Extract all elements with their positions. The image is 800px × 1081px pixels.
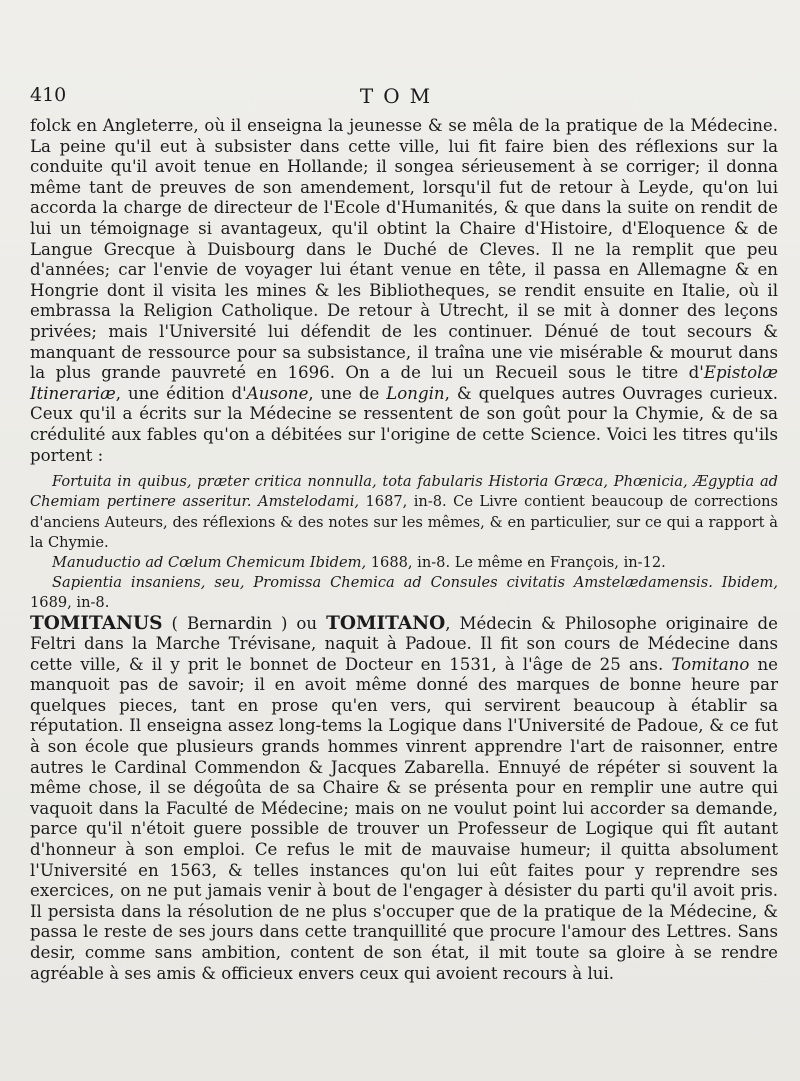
page-body — [30, 116, 778, 984]
para-text: , une de — [308, 383, 387, 403]
entry-alt-name: TOMITANO — [326, 612, 446, 634]
bibliography-item — [30, 573, 778, 613]
para-text: , une édition d' — [115, 383, 247, 403]
citation-title: Fortuita in quibus, præter critica nonnulla, tota fabularis Historia Græca, Phœnicia, Ægyptia ad Chemiam pertinere asseritur. Amstelodami, — [30, 473, 778, 511]
running-head: TOM — [359, 84, 441, 108]
bibliography-item — [30, 472, 778, 553]
para-text: , & quelques autres Ouvrages curieux. Ceux qu'il a écrits sur la Médecine se ressentent de son goût pour la Chymie, & de sa crédulité aux fables qu'on a débitées sur l'origine de cette Science. Voici les titres qu'ils portent : — [30, 383, 778, 465]
entry-headword: TOMITANUS — [30, 612, 163, 634]
dictionary-entry — [30, 614, 778, 985]
title-ausone: Ausone — [246, 383, 309, 403]
title-longin: Longin — [386, 383, 445, 403]
page-number: 410 — [30, 84, 67, 106]
page-header — [30, 84, 770, 110]
entry-italic-name: Tomitano — [671, 654, 750, 674]
citation-title: Manuductio ad Cœlum Chemicum Ibidem, — [52, 553, 367, 571]
entry-text: , Médecin & Philosophe originaire de Feltri dans la Marche Trévisane, naquit à Padoue. Il fit son cours de Médecine dans cette ville, & il y prit le bonnet de Docteur en 1531, à l'âge de 25 ans. — [30, 613, 778, 674]
entry-given-name: ( Bernardin ) ou — [162, 613, 327, 633]
citation-detail: 1687, in-8. Ce Livre contient beaucoup de corrections d'anciens Auteurs, des réflexions & des notes sur les mêmes, & en particulier, sur ce qui a rapport à la Chymie. — [30, 493, 779, 551]
entry-text: ne manquoit pas de savoir; il en avoit même donné des marques de bonne heure par quelques pieces, tant en prose qu'en vers, qui servirent beaucoup à établir sa réputation. Il enseigna assez long-tems la Logique dans l'Université de Padoue, & ce fut à son école que plusieurs grands hommes vinrent apprendre l'art de raisonner, entre autres le Cardinal Commendon & Jacques Zabarella. Ennuyé de répéter si souvent la même chose, il se dégoûta de sa Chaire & se présenta pour en remplir une autre qui vaquoit dans la Faculté de Médecine; mais on ne voulut point lui accorder sa demande, parce qu'il n'étoit guere possible de trouver un Professeur de Logique qui fît autant d'honneur à son emploi. Ce refus le mit de mauvaise humeur; il quitta absolument l'Université en 1563, & telles instances qu'on lui eût faites pour y reprendre ses exercices, on ne put jamais venir à bout de l'engager à désister du parti qu'il avoit pris. Il persista dans la résolution de ne plus s'occuper que de la pratique de la Médecine, & passa le reste de ses jours dans cette tranquillité que procure l'amour des Lettres. Sans desir, comme sans ambition, content de son état, il mit toute sa gloire à se rendre agréable à ses amis & officieux envers ceux qui avoient recours à lui. — [30, 654, 778, 983]
continuation-paragraph — [30, 116, 778, 466]
bibliography-list — [30, 472, 778, 613]
citation-detail: 1688, in-8. Le même en François, in-12. — [366, 553, 666, 571]
title-epistolae: Epistolæ Itinerariæ — [30, 363, 778, 403]
citation-title: Sapientia insaniens, seu, Promissa Chemica ad Consules civitatis Amstelædamensis. Ibidem, — [52, 574, 778, 592]
para-text: folck en Angleterre, où il enseigna la jeunesse & se mêla de la pratique de la Médecine. La peine qu'il eut à subsister dans cette ville, lui fit faire bien des réflexions sur la conduite qu'il avoit tenue en Hollande; il songea sérieusement à se corriger; il donna même tant de preuves de son amendement, lorsqu'il fut de retour à Leyde, qu'on lui accorda la charge de directeur de l'Ecole d'Humanités, & que dans la suite on rendit de lui un témoignage si avantageux, qu'il obtint la Chaire d'Histoire, d'Eloquence & de Langue Grecque à Duisbourg dans le Duché de Cleves. Il ne la remplit que peu d'années; car l'envie de voyager lui étant venue en tête, il passa en Allemagne & en Hongrie dont il visita les mines & les Bibliotheques, se rendit ensuite en Italie, où il embrassa la Religion Catholique. De retour à Utrecht, il se mit à donner des leçons privées; mais l'Université lui défendit de les continuer. Dénué de tout secours & manquant de ressource pour sa subsistance, il traîna une vie misérable & mourut dans la plus grande pauvreté en 1696. On a de lui un Recueil sous le titre d' — [30, 116, 778, 383]
bibliography-item — [30, 553, 778, 573]
citation-detail: 1689, in-8. — [30, 594, 110, 612]
